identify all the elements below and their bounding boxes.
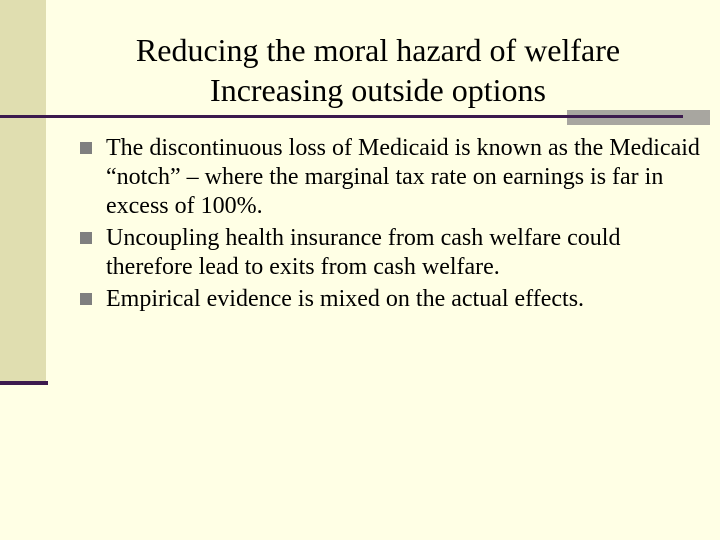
title-line-2: Increasing outside options [210, 72, 546, 108]
slide-title [48, 30, 708, 110]
side-panel-divider [0, 381, 48, 385]
square-bullet-icon [80, 232, 92, 244]
bullet-list [80, 134, 700, 317]
bullet-text: Empirical evidence is mixed on the actual effects. [106, 286, 585, 312]
title-divider [0, 115, 683, 118]
title-line-1: Reducing the moral hazard of welfare [135, 32, 621, 68]
side-panel [0, 0, 46, 382]
bullet-text: The discontinuous loss of Medicaid is known as the Medicaid “notch” – where the marginal tax rate on earnings is far in excess of 100%. [106, 135, 700, 219]
bullet-item [80, 224, 700, 282]
bullet-text: Uncoupling health insurance from cash welfare could therefore lead to exits from cash welfare. [106, 225, 621, 280]
bullet-item [80, 134, 700, 221]
square-bullet-icon [80, 142, 92, 154]
square-bullet-icon [80, 293, 92, 305]
bullet-item [80, 285, 700, 314]
